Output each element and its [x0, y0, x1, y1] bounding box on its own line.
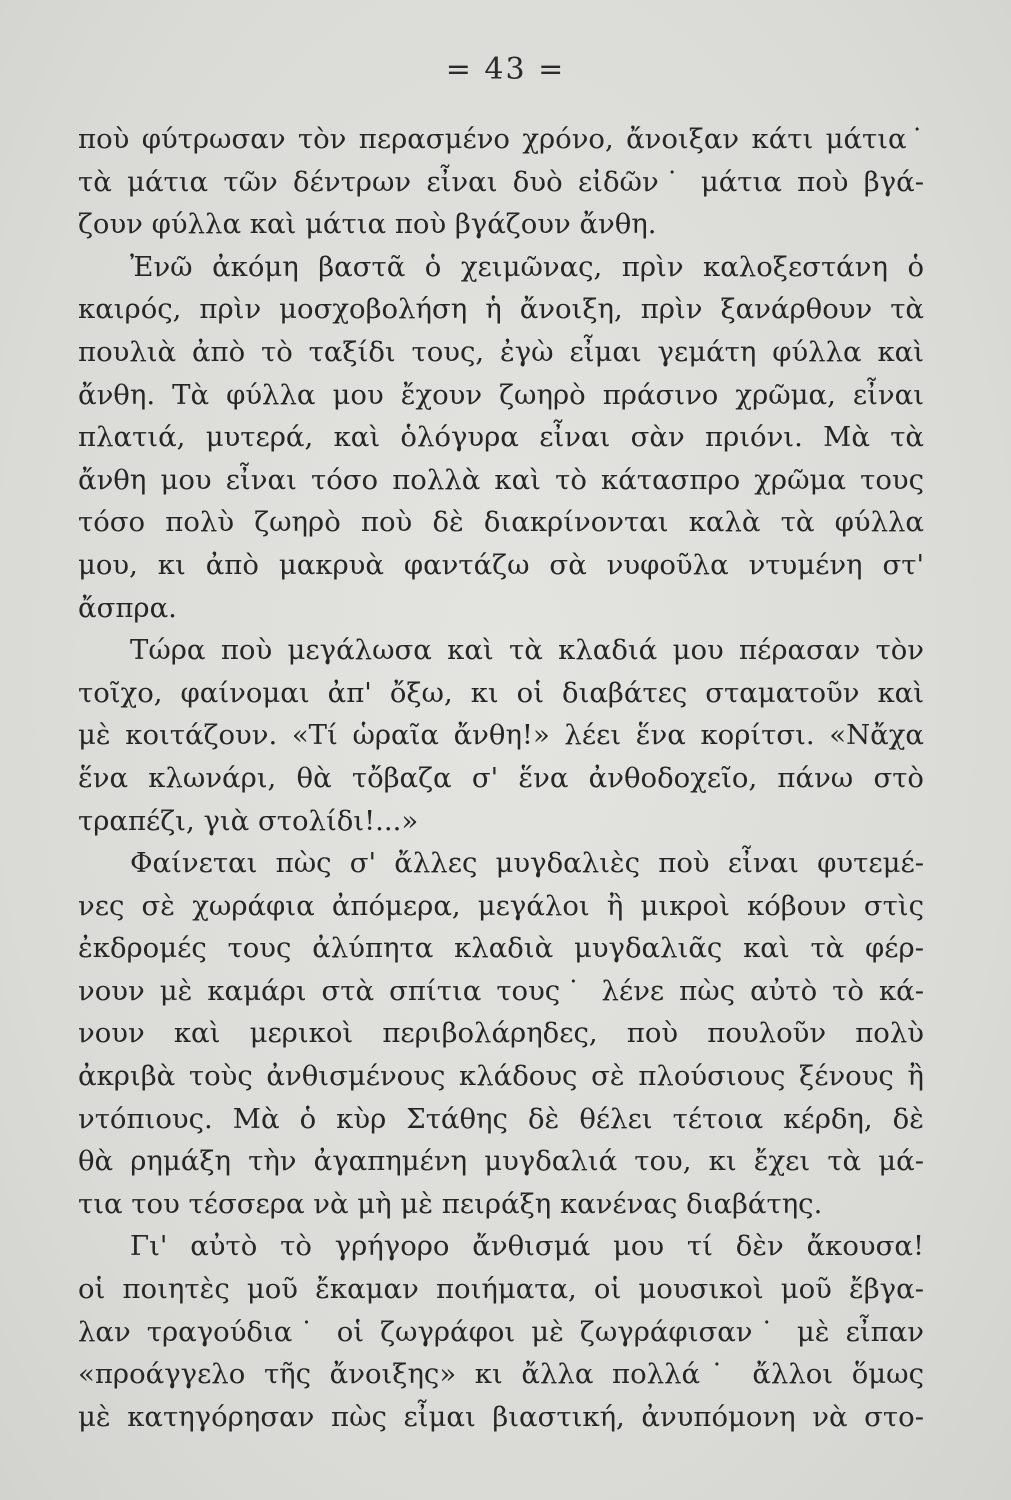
- text-line: οἱ ποιητὲς μοῦ ἔκαμαν ποιήματα, οἱ μουσικοὶ μοῦ ἔβγα-: [78, 1273, 924, 1306]
- text-line: ντόπιους. Μὰ ὁ κὺρ Στάθης δὲ θέλει τέτοια κέρδη, δὲ: [78, 1102, 924, 1135]
- text-line: ἕνα κλωνάρι, θὰ τὄβαζα σ' ἕνα ἀνθοδοχεῖο, πάνω στὸ: [78, 761, 924, 794]
- text-line: τὰ μάτια τῶν δέντρων εἶναι δυὸ εἰδῶν˙ μάτια ποὺ βγά-: [78, 165, 924, 198]
- text-line: Ἐνῶ ἀκόμη βαστᾶ ὁ χειμῶνας, πρὶν καλοξεστάνη ὁ: [130, 250, 924, 283]
- text-line: ποὺ φύτρωσαν τὸν περασμένο χρόνο, ἄνοιξαν κάτι μάτια˙: [78, 123, 924, 155]
- text-line: μὲ κοιτάζουν. «Τί ὡραῖα ἄνθη!» λέει ἕνα κορίτσι. «Νἄχα: [78, 719, 924, 752]
- text-line: πουλιὰ ἀπὸ τὸ ταξίδι τους, ἐγὼ εἶμαι γεμάτη φύλλα καὶ: [78, 335, 924, 368]
- text-line: τια του τέσσερα νὰ μὴ μὲ πειράξη κανένας διαβάτης.: [78, 1187, 823, 1220]
- text-line: ἄνθη μου εἶναι τόσο πολλὰ καὶ τὸ κάτασπρο χρῶμα τους: [78, 463, 924, 496]
- text-line: τοῖχο, φαίνομαι ἀπ' ὄξω, κι οἱ διαβάτες σταματοῦν καὶ: [78, 676, 924, 709]
- text-line: ἄσπρα.: [78, 591, 177, 624]
- text-line: μου, κι ἀπὸ μακρυὰ φαντάζω σὰ νυφοῦλα ντυμένη στ': [78, 548, 924, 581]
- text-line: νες σὲ χωράφια ἀπόμερα, μεγάλοι ἢ μικροὶ κόβουν στὶς: [78, 889, 924, 922]
- text-line: τόσο πολὺ ζωηρὸ ποὺ δὲ διακρίνονται καλὰ τὰ φύλλα: [78, 506, 924, 539]
- text-line: Φαίνεται πὼς σ' ἄλλες μυγδαλιὲς ποὺ εἶναι φυτεμέ-: [130, 847, 924, 880]
- text-line: ζουν φύλλα καὶ μάτια ποὺ βγάζουν ἄνθη.: [78, 208, 657, 241]
- text-line: ἐκδρομές τους ἀλύπητα κλαδιὰ μυγδαλιᾶς καὶ τὰ φέρ-: [78, 932, 924, 965]
- text-line: καιρός, πρὶν μοσχοβολήση ἡ ἄνοιξη, πρὶν ξανάρθουν τὰ: [78, 293, 924, 326]
- text-line: λαν τραγούδια˙ οἱ ζωγράφοι μὲ ζωγράφισαν˙ μὲ εἶπαν: [78, 1315, 924, 1348]
- text-line: Γι' αὐτὸ τὸ γρήγορο ἄνθισμά μου τί δὲν ἄκουσα!: [130, 1230, 924, 1263]
- text-line: τραπέζι, γιὰ στολίδι!...»: [78, 804, 419, 837]
- text-line: «προάγγελο τῆς ἄνοιξης» κι ἄλλα πολλά˙ ἄλλοι ὅμως: [78, 1358, 924, 1391]
- page-number: = 43 =: [445, 52, 566, 87]
- text-line: πλατιά, μυτερά, καὶ ὁλόγυρα εἶναι σὰν πριόνι. Μὰ τὰ: [78, 421, 924, 454]
- text-line: θὰ ρημάξη τὴν ἀγαπημένη μυγδαλιά του, κι ἔχει τὰ μά-: [78, 1145, 924, 1178]
- text-line: μὲ κατηγόρησαν πὼς εἶμαι βιαστική, ἀνυπόμονη νὰ στο-: [78, 1400, 924, 1433]
- text-line: Τώρα ποὺ μεγάλωσα καὶ τὰ κλαδιά μου πέρασαν τὸν: [130, 634, 924, 667]
- text-line: νουν καὶ μερικοὶ περιβολάρηδες, ποὺ πουλοῦν πολὺ: [78, 1017, 924, 1050]
- text-line: ἄνθη. Τὰ φύλλα μου ἔχουν ζωηρὸ πράσινο χρῶμα, εἶναι: [78, 378, 924, 411]
- body-text: [78, 118, 924, 1438]
- text-line: ἀκριβὰ τοὺς ἀνθισμένους κλάδους σὲ πλούσιους ξένους ἢ: [78, 1060, 924, 1093]
- text-line: νουν μὲ καμάρι στὰ σπίτια τους˙ λένε πὼς αὐτὸ τὸ κά-: [78, 974, 924, 1007]
